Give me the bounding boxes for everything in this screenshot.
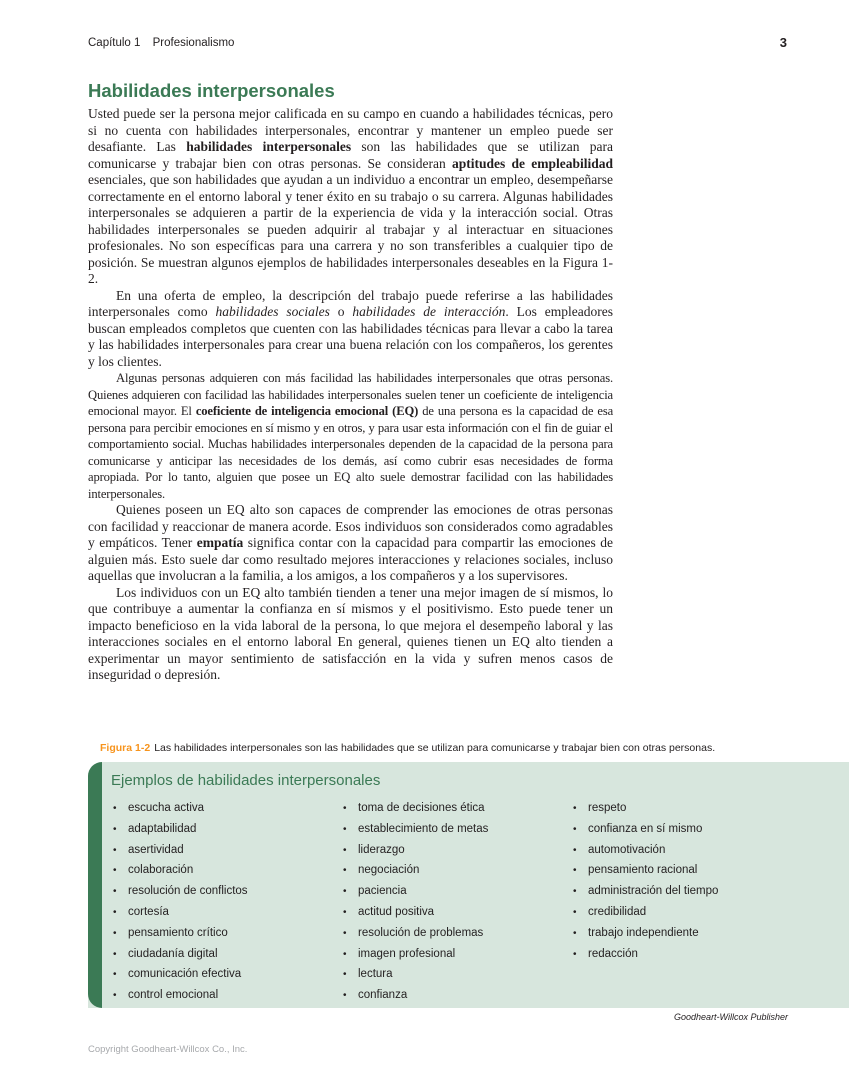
skill-list-item xyxy=(343,819,488,840)
skill-label: credibilidad xyxy=(588,905,647,918)
skill-list-item xyxy=(343,902,488,923)
key-term: habilidades interpersonales xyxy=(186,139,352,154)
skill-list-item xyxy=(113,840,248,861)
skill-label: establecimiento de metas xyxy=(358,822,489,835)
skill-label: respeto xyxy=(588,802,627,814)
key-term: aptitudes de empleabilidad xyxy=(451,155,613,171)
skill-list-item xyxy=(343,840,488,861)
bullet-icon: • xyxy=(573,886,577,898)
skill-label: escucha activa xyxy=(128,802,205,814)
skill-label: comunicación efectiva xyxy=(128,968,242,981)
bullet-icon: • xyxy=(113,927,117,939)
skill-list-item xyxy=(113,881,248,902)
skill-list-item xyxy=(573,881,718,902)
figure-caption-text: Las habilidades interpersonales son las habilidades que se utilizan para comunicarse y trabajar bien con otras personas. xyxy=(154,742,716,754)
bullet-icon: • xyxy=(113,969,117,981)
skill-label: confianza en sí mismo xyxy=(588,822,703,835)
skill-list-item xyxy=(573,860,718,881)
box-title: Ejemplos de habilidades interpersonales xyxy=(111,772,381,789)
bullet-icon: • xyxy=(343,927,347,939)
bullet-icon: • xyxy=(573,927,577,939)
skill-list-item xyxy=(113,944,248,965)
skill-label: ciudadanía digital xyxy=(128,947,218,960)
skill-list-item xyxy=(113,860,248,881)
copyright-footer: Copyright Goodheart-Willcox Co., Inc. xyxy=(88,1044,248,1055)
bullet-icon: • xyxy=(573,844,577,856)
skill-label: administración del tiempo xyxy=(588,885,719,898)
skill-label: paciencia xyxy=(358,885,407,898)
figure-caption xyxy=(100,742,715,754)
skill-label: resolución de problemas xyxy=(358,926,484,939)
skill-list-item xyxy=(113,798,248,819)
skill-list-item xyxy=(343,923,488,944)
skill-list-item xyxy=(343,798,488,819)
paragraph-text: de una persona es la capacidad de esa persona para percibir emociones en sí mismo y en otros, y para usar esta información con el fin de guiar el comportamiento social. Muchas habilidades interpersonales dependen de la capacidad de la persona para comunicarse y anticipar las necesidades de los demás, así como cubrir esas necesidades de forma apropiada. Por lo tanto, alguien que posee un EQ alto suele demostrar facilidad con las habilidades interpersonales. xyxy=(88,404,614,501)
body-paragraph xyxy=(88,370,613,502)
skill-label: adaptabilidad xyxy=(128,822,197,835)
bullet-icon: • xyxy=(113,990,117,1002)
bullet-icon: • xyxy=(343,969,347,981)
skill-list-item xyxy=(343,985,488,1006)
skill-label: negociación xyxy=(358,864,420,877)
chapter-label: Capítulo 1 xyxy=(88,37,141,49)
skill-label: resolución de conflictos xyxy=(128,885,248,898)
figure-label: Figura 1-2 xyxy=(100,742,151,754)
skill-list-item xyxy=(573,819,718,840)
skill-list-item xyxy=(343,944,488,965)
figure-credit: Goodheart-Willcox Publisher xyxy=(674,1012,788,1022)
skill-list-item xyxy=(113,819,248,840)
skill-list-item xyxy=(113,923,248,944)
skill-list-item xyxy=(343,860,488,881)
paragraph-text: significa contar con la capacidad para compartir las emociones de alguien más. Esto suele dar como resultado mejores interacciones y relaciones sociales, incluso aquellas que involucran a la familia, a los amigos, a los compañeros y a los supervisores. xyxy=(88,535,613,583)
paragraph-text: Los individuos con un EQ alto también tienden a tener una mejor imagen de sí mismos, lo que contribuye a aumentar la confianza en sí mismos y el positivismo. Esto puede tener un impacto beneficioso en la vida laboral de la persona, lo que mejora el desempeño laboral y las interacciones sociales en el entorno laboral En general, quienes tienen un EQ alto tienden a experimentar un mayor sentimiento de satisfacción en la vida y sufren menos casos de inseguridad o depresión. xyxy=(88,584,613,682)
skill-label: actitud positiva xyxy=(358,905,435,918)
skill-label: toma de decisiones ética xyxy=(358,802,485,814)
bullet-icon: • xyxy=(113,886,117,898)
bullet-icon: • xyxy=(113,803,117,814)
skill-label: lectura xyxy=(358,968,393,981)
paragraph-text: Algunas personas adquieren con más facilidad las habilidades interpersonales que otras personas. Quienes adquieren con facilidad las habilidades interpersonales suelen tener un coeficiente de inteligencia emocional mayor. El xyxy=(88,371,613,418)
skill-list-item xyxy=(343,881,488,902)
body-text xyxy=(88,106,613,684)
chapter-title: Profesionalismo xyxy=(152,37,235,49)
paragraph-text: o xyxy=(329,304,353,319)
skill-list-item xyxy=(573,798,718,819)
skill-label: confianza xyxy=(358,989,408,1002)
emphasis-text: habilidades sociales xyxy=(215,304,330,319)
paragraph-text: Usted puede ser la persona mejor calificada en su campo en cuando a habilidades técnicas, pero si no cuenta con habilidades interpersonales, encontrar y mantener un empleo puede ser desafiante. Las xyxy=(88,106,613,154)
skill-list-item xyxy=(343,964,488,985)
bullet-icon: • xyxy=(343,948,347,960)
skill-label: automotivación xyxy=(588,843,666,856)
skill-label: redacción xyxy=(588,947,638,960)
bullet-icon: • xyxy=(343,990,347,1002)
skill-label: cortesía xyxy=(128,905,169,918)
body-paragraph xyxy=(88,106,613,288)
bullet-icon: • xyxy=(573,823,577,835)
skill-list-item xyxy=(113,985,248,1006)
key-term: coeficiente de inteligencia emocional (EQ) xyxy=(195,404,419,418)
box-accent-bar xyxy=(88,762,102,1008)
paragraph-text: son las habilidades que se utilizan para comunicarse y trabajar bien con otras personas. Se consideran xyxy=(88,139,613,171)
bullet-icon: • xyxy=(113,844,117,856)
running-header xyxy=(88,37,234,49)
key-term: empatía xyxy=(196,535,244,550)
bullet-icon: • xyxy=(343,886,347,898)
skill-list-item xyxy=(573,902,718,923)
skill-label: asertividad xyxy=(128,843,184,856)
bullet-icon: • xyxy=(343,823,347,835)
bullet-icon: • xyxy=(113,948,117,960)
emphasis-text: habilidades de interacción xyxy=(352,304,506,319)
skill-label: pensamiento crítico xyxy=(128,926,228,939)
skills-column-1 xyxy=(113,798,248,1006)
body-paragraph xyxy=(88,288,613,371)
paragraph-text: . Los empleadores buscan empleados completos que cuenten con las habilidades técnicas para llevar a cabo la tarea y las habilidades interpersonales para crear una buena relación con los compañeros, los gerentes y los clientes. xyxy=(88,304,614,369)
section-heading: Habilidades interpersonales xyxy=(88,80,335,101)
skill-label: trabajo independiente xyxy=(588,926,699,939)
paragraph-text: esenciales, que son habilidades que ayudan a un individuo a encontrar un empleo, desempeñarse correctamente en el entorno laboral y tener éxito en su trabajo o su carrera. Algunas habilidades interpersonales se adquieren a partir de la experiencia de vida y la interacción social. Otras habilidades interpersonales se pueden adquirir al trabajar y al interactuar en situaciones profesionales. No son específicas para una carrera y no son transferibles a cualquier tipo de posición. Se muestran algunos ejemplos de habilidades interpersonales deseables en la Figura 1-2. xyxy=(88,172,613,286)
skills-column-3 xyxy=(573,798,718,964)
skill-list-item xyxy=(573,840,718,861)
bullet-icon: • xyxy=(343,865,347,877)
bullet-icon: • xyxy=(343,844,347,856)
bullet-icon: • xyxy=(573,906,577,918)
examples-box xyxy=(88,762,849,1008)
bullet-icon: • xyxy=(573,803,577,814)
body-paragraph xyxy=(88,585,613,684)
page-number: 3 xyxy=(779,35,787,50)
skill-label: imagen profesional xyxy=(358,947,456,960)
skill-list-item xyxy=(113,964,248,985)
skill-label: liderazgo xyxy=(358,843,405,856)
skill-list-item xyxy=(573,923,718,944)
paragraph-text: En una oferta de empleo, la descripción del trabajo puede referirse a las habilidades interpersonales como xyxy=(88,287,613,319)
bullet-icon: • xyxy=(573,865,577,877)
bullet-icon: • xyxy=(113,906,117,918)
paragraph-text: Quienes poseen un EQ alto son capaces de comprender las emociones de otras personas con facilidad y reaccionar de manera acorde. Esos individuos son considerados como agradables y empáticos. Tener xyxy=(88,502,613,550)
bullet-icon: • xyxy=(343,803,347,814)
bullet-icon: • xyxy=(573,948,577,960)
skill-list-item xyxy=(573,944,718,965)
body-paragraph xyxy=(88,502,613,585)
skill-label: pensamiento racional xyxy=(588,864,698,877)
bullet-icon: • xyxy=(113,823,117,835)
bullet-icon: • xyxy=(343,906,347,918)
skill-label: control emocional xyxy=(128,989,219,1002)
skills-column-2 xyxy=(343,798,488,1006)
skill-label: colaboración xyxy=(128,864,194,877)
skill-list-item xyxy=(113,902,248,923)
bullet-icon: • xyxy=(113,865,117,877)
